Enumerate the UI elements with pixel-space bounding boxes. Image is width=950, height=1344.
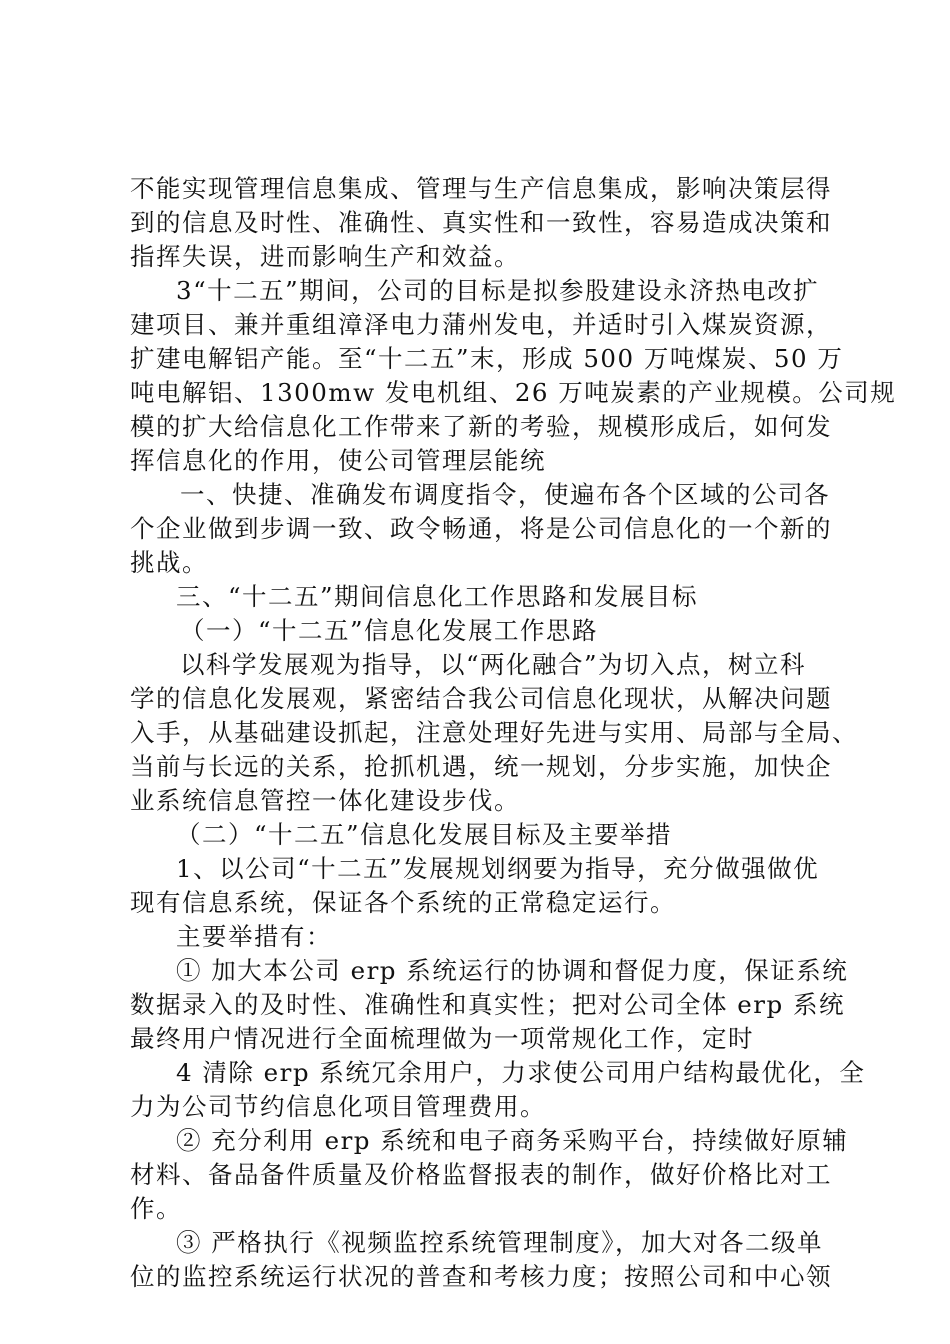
text-line: 入手，从基础建设抓起，注意处理好先进与实用、局部与全局、 <box>130 718 858 747</box>
text-line: 吨电解铝、1300mw 发电机组、26 万吨炭素的产业规模。公司规 <box>130 378 897 407</box>
text-line: 4 清除 erp 系统冗余用户，力求使公司用户结构最优化，全 <box>176 1058 866 1087</box>
text-line: 到的信息及时性、准确性、真实性和一致性，容易造成决策和 <box>130 208 832 237</box>
section-heading: 三、“十二五”期间信息化工作思路和发展目标 <box>176 582 699 611</box>
subsection-heading: （一）“十二五”信息化发展工作思路 <box>180 616 599 645</box>
text-line: 模的扩大给信息化工作带来了新的考验，规模形成后，如何发 <box>130 412 832 441</box>
text-line: 挥信息化的作用，使公司管理层能统 <box>130 446 546 475</box>
text-line: 作。 <box>130 1194 182 1223</box>
text-line: 材料、备品备件质量及价格监督报表的制作，做好价格比对工 <box>130 1160 832 1189</box>
text-line: ① 加大本公司 erp 系统运行的协调和督促力度，保证系统 <box>176 956 849 985</box>
text-line: 主要举措有： <box>176 922 332 951</box>
text-line: ② 充分利用 erp 系统和电子商务采购平台，持续做好原辅 <box>176 1126 849 1155</box>
text-line: 3“十二五”期间，公司的目标是拟参股建设永济热电改扩 <box>176 276 820 305</box>
text-line: 最终用户情况进行全面梳理做为一项常规化工作，定时 <box>130 1024 754 1053</box>
text-line: 建项目、兼并重组漳泽电力蒲州发电，并适时引入煤炭资源， <box>130 310 832 339</box>
text-line: ③ 严格执行《视频监控系统管理制度》，加大对各二级单 <box>176 1228 824 1257</box>
text-line: 当前与长远的关系，抢抓机遇，统一规划，分步实施，加快企 <box>130 752 832 781</box>
text-line: 1、以公司“十二五”发展规划纲要为指导，充分做强做优 <box>176 854 820 883</box>
text-line: 挑战。 <box>130 548 208 577</box>
text-line: 业系统信息管控一体化建设步伐。 <box>130 786 520 815</box>
text-line: 不能实现管理信息集成、管理与生产信息集成，影响决策层得 <box>130 174 832 203</box>
text-line: 指挥失误，进而影响生产和效益。 <box>130 242 520 271</box>
text-line: 学的信息化发展观，紧密结合我公司信息化现状，从解决问题 <box>130 684 832 713</box>
text-line: 以科学发展观为指导，以“两化融合”为切入点，树立科 <box>180 650 807 679</box>
text-line: 位的监控系统运行状况的普查和考核力度；按照公司和中心领 <box>130 1262 832 1291</box>
text-line: 力为公司节约信息化项目管理费用。 <box>130 1092 546 1121</box>
text-line: 现有信息系统，保证各个系统的正常稳定运行。 <box>130 888 676 917</box>
text-line: 个企业做到步调一致、政令畅通，将是公司信息化的一个新的 <box>130 514 832 543</box>
text-line: 数据录入的及时性、准确性和真实性；把对公司全体 erp 系统 <box>130 990 845 1019</box>
text-line: 一、快捷、准确发布调度指令，使遍布各个区域的公司各 <box>180 480 830 509</box>
document-body <box>130 172 897 1294</box>
text-line: 扩建电解铝产能。至“十二五”末，形成 500 万吨煤炭、50 万 <box>130 344 844 373</box>
subsection-heading: （二）“十二五”信息化发展目标及主要举措 <box>176 820 673 849</box>
